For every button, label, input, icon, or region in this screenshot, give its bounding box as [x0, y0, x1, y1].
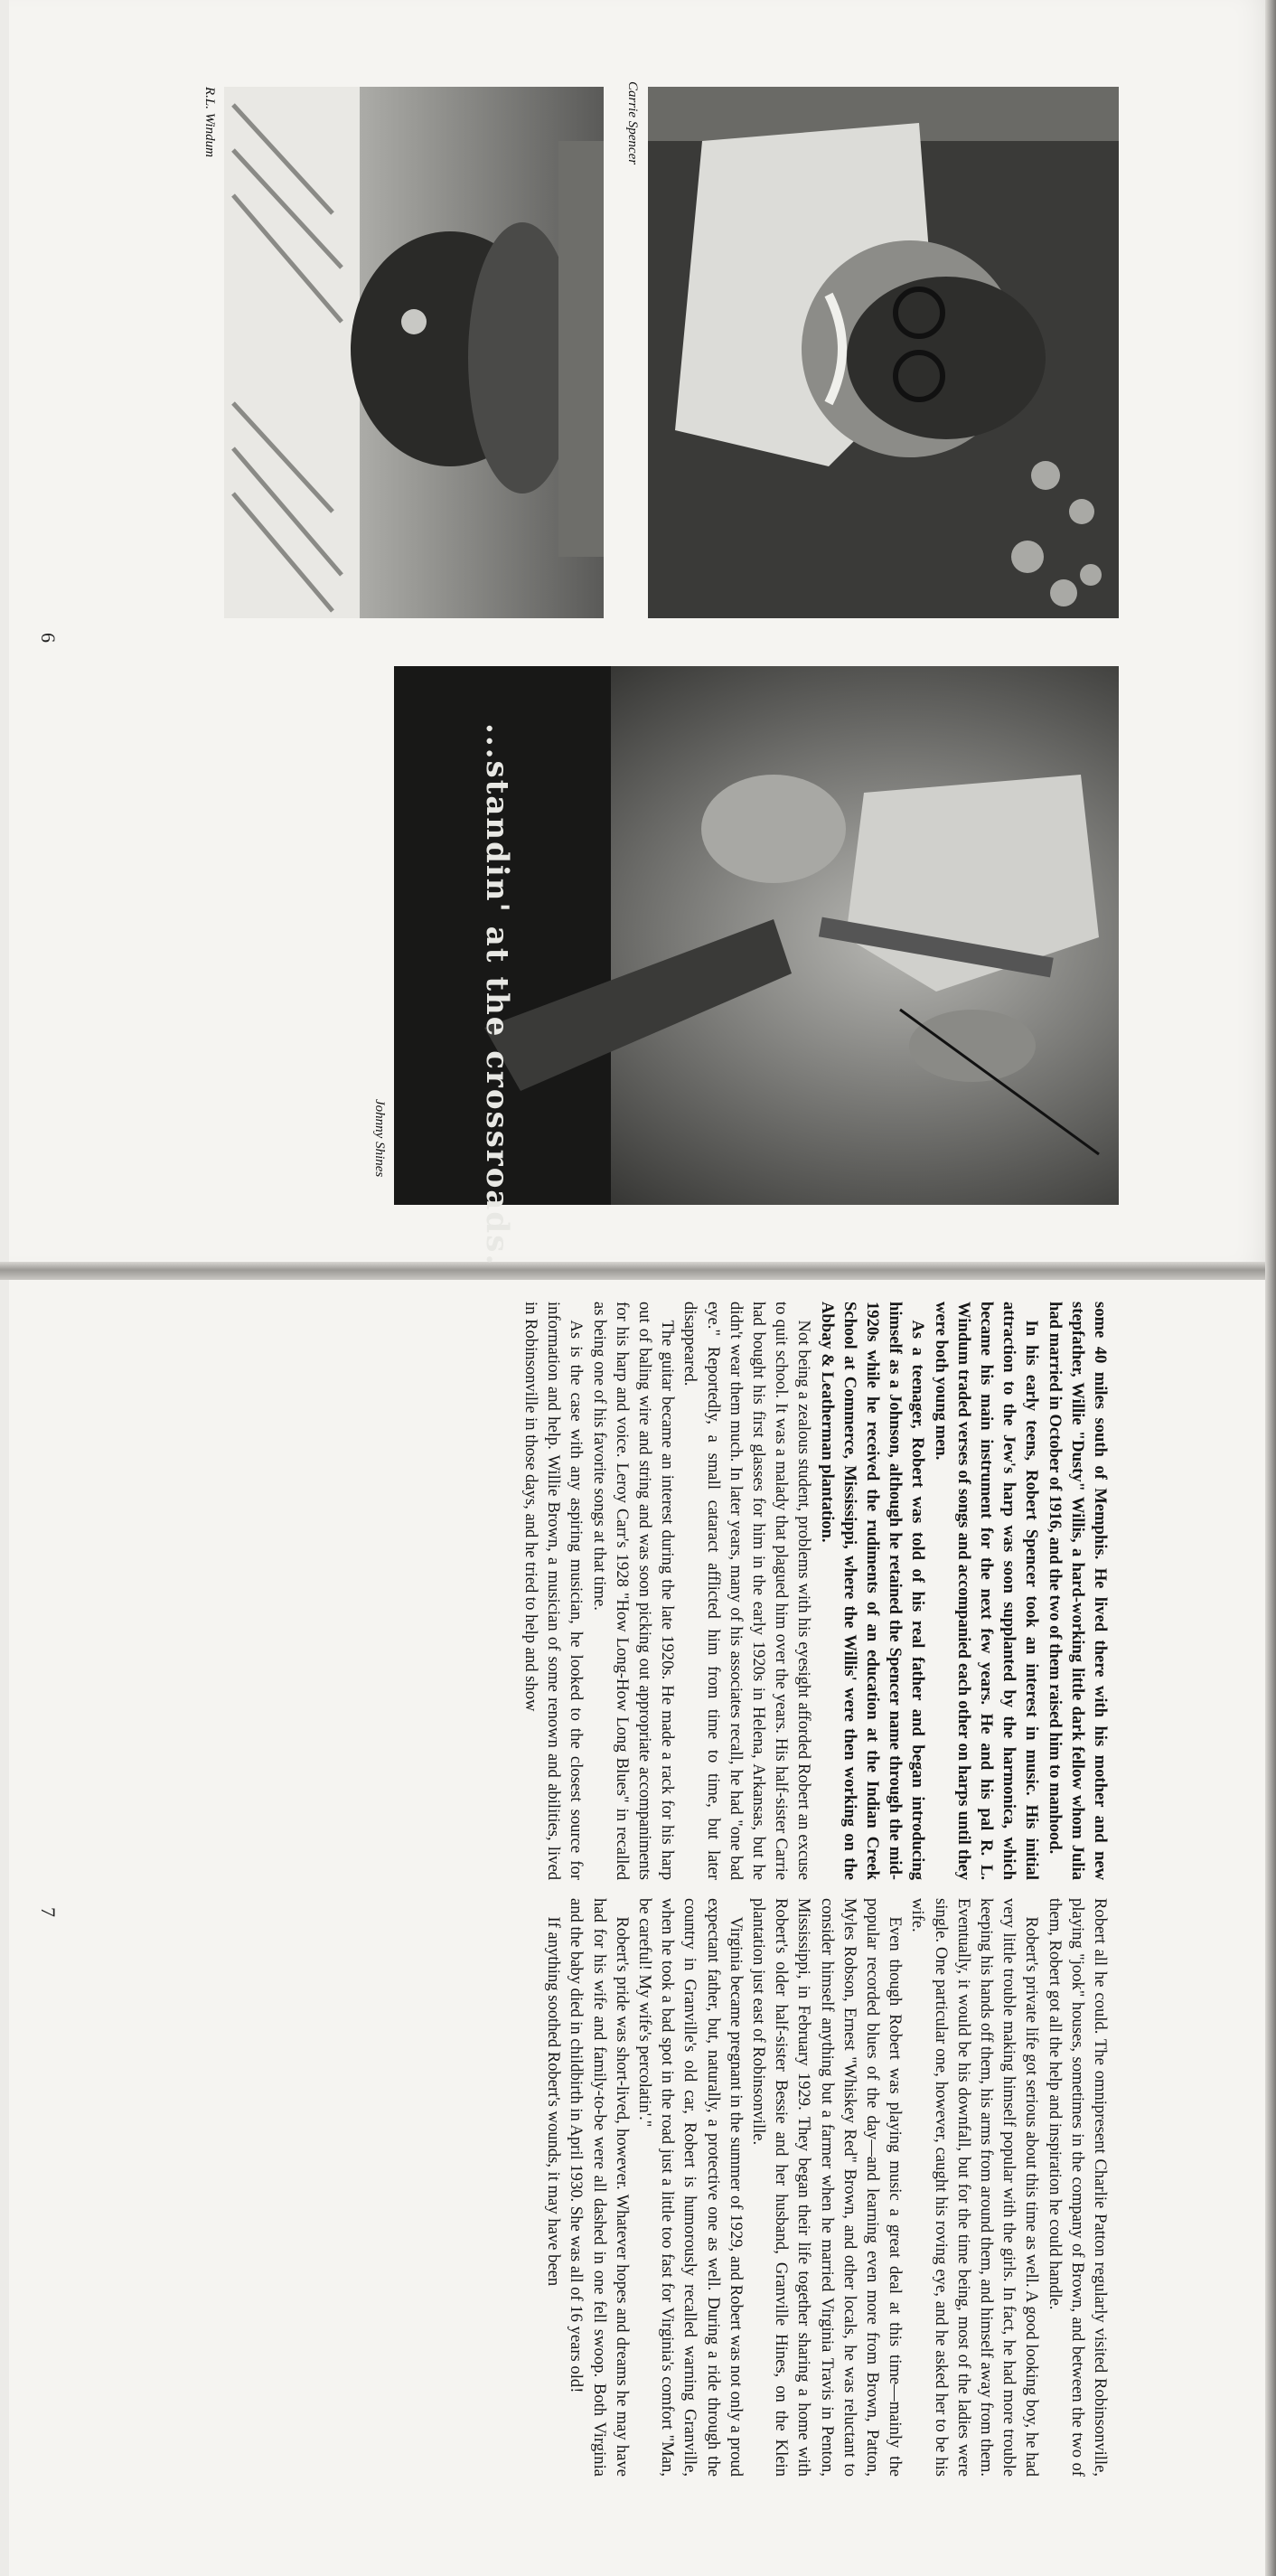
- paragraph: Robert all he could. The omnipresent Charlie Patton regularly visited Robinsonville, playing "jook" houses, sometimes in the company of Brown, and between the two of them, Robert got all the help and inspiration he could handle.: [1045, 1898, 1110, 2477]
- paragraph: In his early teens, Robert Spencer took an interest in music. His initial attraction to the Jew's harp was soon supplanted by the harmonica, which became his main instrument for the next few years. He and his pal R. L. Windum traded verses of songs and accompanied each other on harps until they were both young men.: [931, 1302, 1042, 1880]
- paragraph: Even though Robert was playing music a great deal at this time—mainly the popular recorded blues of the day—and learning even more from Brown, Patton, Myles Robson, Ernest "Whiskey Red" Brown, and other locals, he was reluctant to consider himself anything but a farmer when he married Virginia Travis in Penton, Mississippi, in February 1929. They began their life together sharing a home with Robert's older half-sister Bessie and her husband, Granville Hines, on the Klein plantation just east of Robinsonville.: [748, 1898, 905, 2477]
- caption-johnny-shines: Johnny Shines: [372, 1099, 387, 1178]
- photo-carrie-spencer: [648, 87, 1119, 618]
- page-edge: [1265, 0, 1276, 2576]
- poster-script-text: ...standin' at the crossroads.: [479, 723, 515, 1267]
- paragraph: If anything soothed Robert's wounds, it may have been: [544, 1916, 564, 2287]
- paragraph: The guitar became an interest during the late 1920s. He made a rack for his harp out of baling wire and string and was soon picking out appropriate accompaniments for his harp and voice. Leroy Carr's 1928 "How Long-How Long Blues" in recalled as being one of his favorite songs at that time.: [589, 1302, 678, 1880]
- page-number-right: 7: [37, 1907, 60, 1917]
- paragraph: Robert's private life got serious about this time as well. A good looking boy, he had very little trouble making himself popular with the girls. In fact, he had more trouble keeping his hands off them, his arms from around them, and himself away from them. Eventually, it would be his downfall, but for the time being, most of the ladies were single. One particular one, however, caught his roving eye, and he asked her to be his wife.: [908, 1898, 1042, 2477]
- paragraph: some 40 miles south of Memphis. He lived there with his mother and new stepfather, Willie "Dusty" Willis, a hard-working little dark fellow whom Julia had married in October of 1916, and the two of them raised him to manhood.: [1045, 1302, 1110, 1880]
- page-number-left: 6: [37, 633, 60, 643]
- paragraph: As is the case with any aspiring musician, he looked to the closest source for information and help. Willie Brown, a musician of some renown and abilities, lived in Robinsonville in those days, and he tried to help and show: [521, 1302, 586, 1880]
- paragraph: Robert's pride was short-lived, however. Whatever hopes and dreams he may have had for his wife and family-to-be were all dashed in one fell swoop. Both Virginia and the baby died in childbirth in April 1930. She was all of 16 years old!: [567, 1898, 632, 2477]
- text-column-2: [244, 1898, 1112, 2477]
- paragraph: As a teenager, Robert was told of his real father and began introducing himself as a Johnson, although he retained the Spencer name through the mid-1920s while he received the rudiments of an education at the Indian Creek School at Commerce, Mississippi, where the Willis' were then working on the Abbay & Leatherman plantation.: [817, 1302, 928, 1880]
- caption-carrie-spencer: Carrie Spencer: [625, 81, 640, 165]
- book-gutter: [0, 1262, 1276, 1280]
- paragraph: Not being a zealous student, problems with his eyesight afforded Robert an excuse to quit school. It was a malady that plagued him over the years. His half-sister Carrie had bought his first glasses for him in the early 1920s in Helena, Arkansas, but he didn't wear them much. In later years, many of his associates recall, he had "one bad eye." Reportedly, a small cataract afflicted him from time to time, but later disappeared.: [680, 1302, 814, 1880]
- paragraph: Virginia became pregnant in the summer of 1929, and Robert was not only a proud expectant father, but, naturally, a protective one as well. During a ride through the country in Granville's old car, Robert is humorously recalled warning Granville, when he took a bad spot in the road just a little too fast for Virginia's comfort "Man, be careful! My wife's percolatin'.": [634, 1898, 746, 2477]
- photo-rl-windum: [224, 87, 604, 618]
- caption-rl-windum: R.L. Windum: [202, 87, 217, 157]
- text-column-1: [244, 1302, 1112, 1880]
